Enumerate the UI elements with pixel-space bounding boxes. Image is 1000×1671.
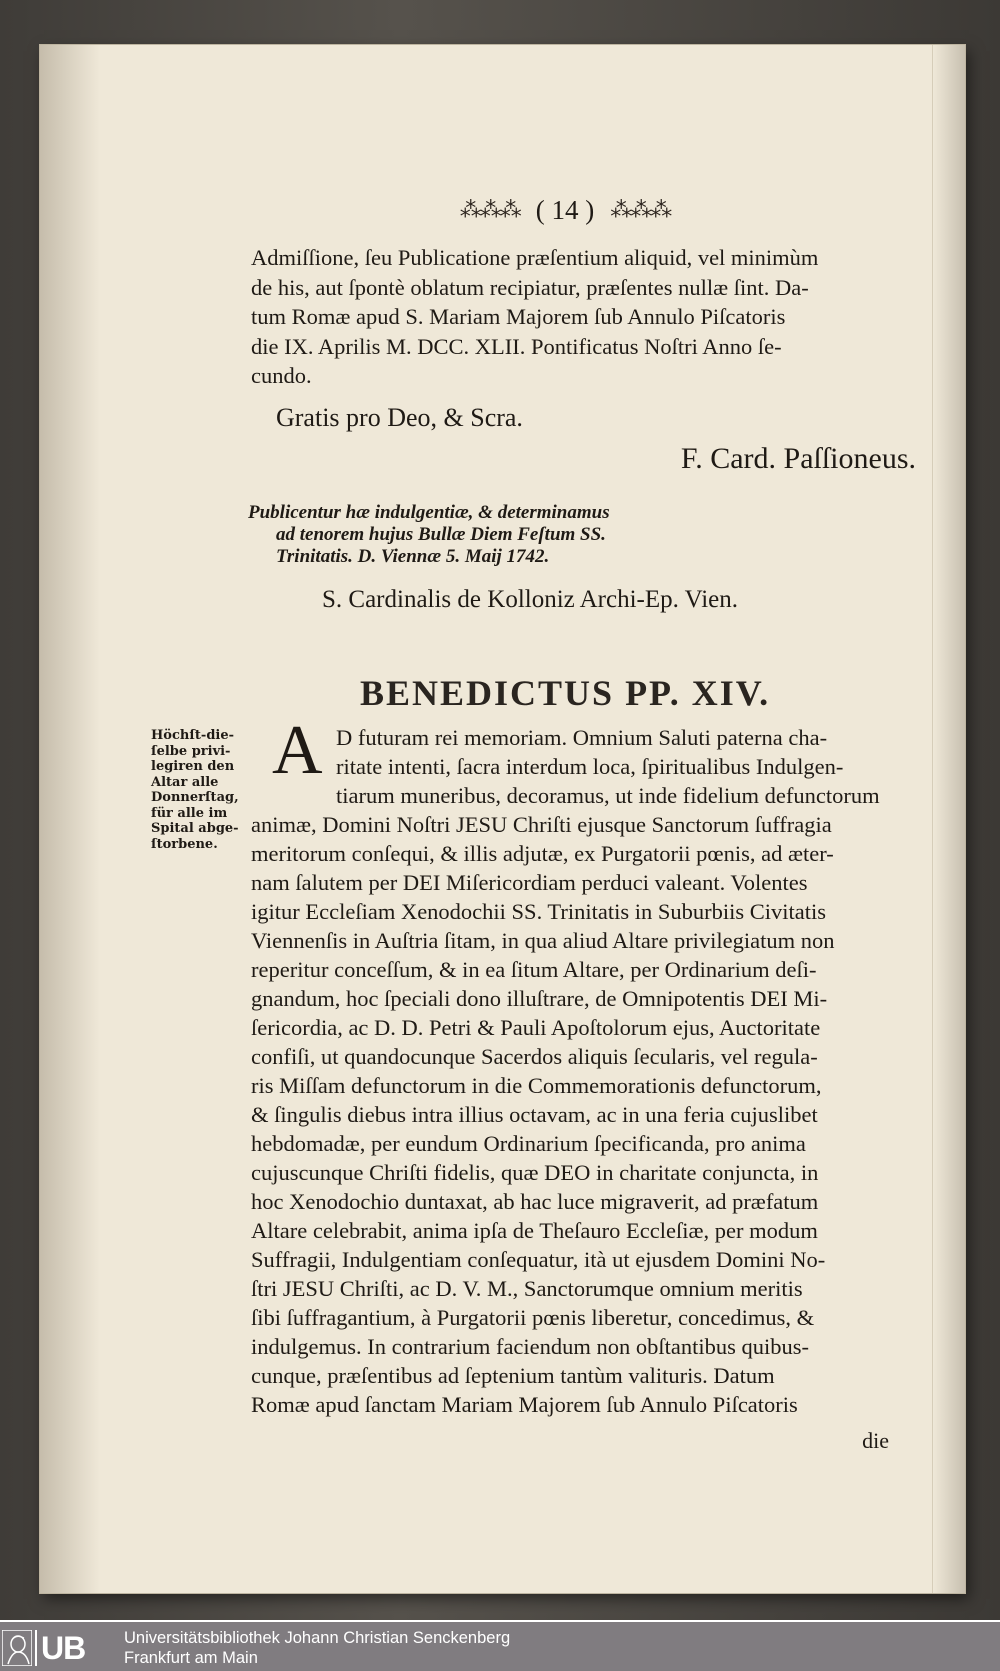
text-line: nam ſalutem per DEI Miſericordiam perduci valeant. Volentes (251, 870, 808, 895)
library-logo[interactable] (2, 1629, 114, 1667)
text-line: Romæ apud ſanctam Mariam Majorem ſub Annulo Piſcatoris (251, 1392, 798, 1417)
text-line: D futuram rei memoriam. Omnium Saluti paterna cha- (336, 725, 828, 750)
footer-band (0, 1622, 1000, 1671)
text-line: ſericordia, ac D. D. Petri & Pauli Apoſtolorum ejus, Auctoritate (251, 1015, 821, 1040)
text-line: für alle im (151, 805, 228, 821)
text-line: cujuscunque Chriſti fidelis, quæ DEO in charitate conjuncta, in (251, 1160, 819, 1185)
page-header (410, 192, 720, 228)
text-line: indulgemus. In contrarium faciendum non obſtantibus quibus- (251, 1334, 810, 1359)
text-line: confiſi, ut quandocunque Sacerdos aliquis ſecularis, vel regula- (251, 1044, 818, 1069)
text-line: ſibi ſuffragantium, à Purgatorii pœnis liberetur, concedimus, & (251, 1305, 815, 1330)
text-line: & ſingulis diebus intra illius octavam, ac in una feria cujuslibet (251, 1102, 818, 1127)
paragraph-closing-previous (251, 243, 891, 391)
text-line: ſtri JESU Chriſti, ac D. V. M., Sanctorumque omnium meritis (251, 1276, 803, 1301)
text-line: meritorum conſequi, & illis adjutæ, ex Purgatorii pœnis, ad æter- (251, 841, 834, 866)
bull-body (251, 810, 891, 1419)
text-line: gnandum, hoc ſpeciali dono illuſtrare, de Omnipotentis DEI Mi- (251, 986, 828, 1011)
library-name-line2: Frankfurt am Main (124, 1649, 258, 1667)
text-line: Publicentur hæ indulgentiæ, & determinamus (248, 502, 610, 523)
cardinal-signature: F. Card. Paſſioneus. (680, 442, 916, 475)
bull-title: BENEDICTUS PP. XIV. (360, 673, 771, 713)
catchword: die (862, 1428, 889, 1453)
bull-opening-lines (336, 723, 891, 810)
text-line: ſelbe privi- (151, 743, 231, 759)
archbishop-signature: S. Cardinalis de Kolloniz Archi-Ep. Vien. (322, 586, 739, 613)
ub-logo-text: UB (35, 1630, 85, 1666)
text-line: Altar alle (151, 774, 219, 790)
text-line: cunque, præſentibus ad ſeptenium tantùm valituris. Datum (251, 1363, 775, 1388)
drop-cap: A (272, 712, 323, 789)
text-line: igitur Eccleſiam Xenodochii SS. Trinitatis in Suburbiis Civitatis (251, 899, 827, 924)
text-line: ris Miſſam defunctorum in die Commemorationis defunctorum, (251, 1073, 822, 1098)
goethe-portrait-icon (2, 1630, 32, 1666)
gutter-shadow (40, 45, 100, 1593)
text-line: cundo. (251, 363, 312, 388)
text-line: Donnerſtag, (151, 790, 239, 805)
text-line: hebdomadæ, per eundum Ordinarium ſpecificanda, pro anima (251, 1131, 806, 1156)
text-line: de his, aut ſpontè oblatum recipiatur, præſentes nullæ ſint. Da- (251, 274, 809, 300)
text-line: tum Romæ apud S. Mariam Majorem ſub Annulo Piſcatoris (251, 304, 786, 329)
text-line: ritate intenti, ſacra interdum loca, ſpiritualibus Indulgen- (336, 754, 844, 779)
text-line: ſtorbene. (151, 836, 218, 852)
text-line: Suffragii, Indulgentiam conſequatur, ità ut ejusdem Domini No- (251, 1247, 826, 1272)
page-number: ( 14 ) (535, 194, 595, 225)
text-line: legiren den (151, 759, 235, 774)
library-name[interactable] (124, 1628, 510, 1668)
text-line: Höchſt-die- (151, 728, 235, 743)
text-line: Spital abge- (151, 821, 239, 836)
library-name-line1: Universitätsbibliothek Johann Christian Senckenberg (124, 1629, 511, 1647)
text-line: reperitur conceſſum, & in ea ſitum Altare, per Ordinarium deſi- (251, 957, 817, 982)
footer (0, 1620, 1000, 1671)
text-line: hoc Xenodochio duntaxat, ab hac luce migraverit, ad præfatum (251, 1189, 819, 1214)
text-line: die IX. Aprilis M. DCC. XLII. Pontificatus Noſtri Anno ſe- (251, 333, 782, 359)
text-line: Viennenſis in Auſtria ſitam, in qua aliud Altare privilegiatum non (251, 928, 835, 953)
margin-note (151, 728, 251, 852)
header-ornament-left: ⁂⁂⁂ (459, 197, 520, 222)
gratis-line: Gratis pro Deo, & Scra. (276, 403, 523, 432)
text-line: ad tenorem hujus Bullæ Diem Feſtum SS. (276, 524, 606, 545)
page-edge (932, 45, 965, 1593)
text-line: Trinitatis. D. Viennæ 5. Maij 1742. (276, 546, 550, 567)
text-line: Admiſſione, ſeu Publicatione præſentium aliquid, vel minimùm (251, 245, 819, 270)
publication-notice (248, 502, 668, 568)
text-line: Altare celebrabit, anima ipſa de Theſauro Eccleſiæ, per modum (251, 1218, 818, 1243)
text-line: tiarum muneribus, decoramus, ut inde fidelium defunctorum (336, 783, 880, 808)
header-ornament-right: ⁂⁂⁂ (610, 197, 671, 222)
text-line: animæ, Domini Noſtri JESU Chriſti ejusque Sanctorum ſuffragia (251, 812, 832, 837)
